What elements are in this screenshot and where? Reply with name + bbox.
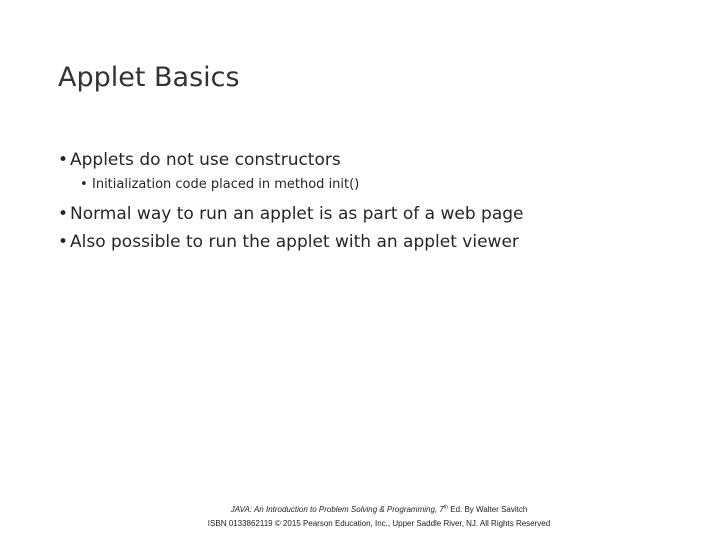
bullet-text: Normal way to run an applet is as part of a web page	[70, 204, 524, 224]
bullet-glyph: •	[80, 177, 88, 192]
slide-title: Applet Basics	[58, 62, 240, 93]
bullet-text: Initialization code placed in method init()	[92, 177, 360, 192]
footer-copyright: ISBN 0133862119 © 2015 Pearson Education, Inc., Upper Saddle River, NJ. All Rights Reserved	[207, 519, 551, 528]
bullet-glyph: •	[58, 150, 69, 170]
footer-edition-number: , 7	[434, 505, 444, 514]
bullet-list	[58, 146, 698, 256]
bullet-text: Also possible to run the applet with an applet viewer	[70, 232, 519, 252]
bullet-glyph: •	[58, 232, 69, 252]
footer-author: Ed. By Walter Savitch	[448, 505, 528, 514]
bullet-item	[58, 228, 698, 256]
footer-book-title: JAVA: An Introduction to Problem Solving & Programming	[230, 505, 435, 514]
bullet-text: Applets do not use constructors	[70, 150, 341, 170]
bullet-item	[58, 200, 698, 228]
footer-edition-suffix: th	[443, 504, 449, 511]
bullet-glyph: •	[58, 204, 69, 224]
slide-footer	[0, 503, 720, 531]
footer-citation	[0, 503, 720, 517]
bullet-item	[58, 146, 698, 174]
sub-bullet-item	[58, 174, 698, 196]
